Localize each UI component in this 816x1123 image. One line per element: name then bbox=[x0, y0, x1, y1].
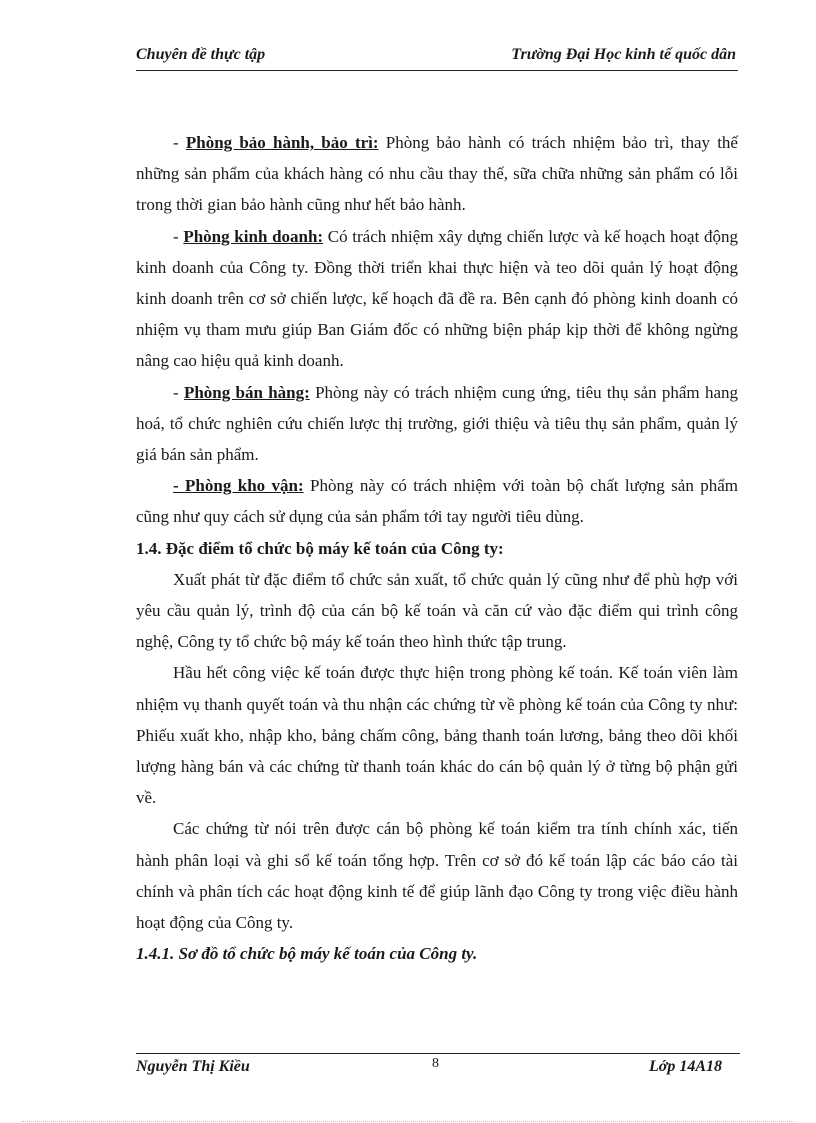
footer-author: Nguyễn Thị Kiều bbox=[136, 1058, 250, 1075]
section-paragraph: Hầu hết công việc kế toán được thực hiện trong phòng kế toán. Kế toán viên làm nhiệm vụ thanh quyết toán và thu nhận các chứng từ về phòng kế toán của Công ty như: Phiếu xuất kho, nhập kho, bảng chấm công, bảng thanh toán lương, bảng theo dõi khối lượng hàng bán và các chứng từ thanh toán khác do cán bộ quản lý ở từng bộ phận gửi về. bbox=[136, 663, 738, 808]
paragraph-text: Phòng bảo hành có trách nhiệm bảo trì, thay thế những sản phẩm của khách hàng có nhu cầu thay thế, sữa chữa những sản phẩm có lỗi trong thời gian bảo hành cũng như hết bảo hành. bbox=[136, 133, 738, 215]
footer-class: Lớp 14A18 bbox=[648, 1058, 722, 1075]
page-footer bbox=[136, 1053, 740, 1080]
section-paragraph: Xuất phát từ đặc điểm tổ chức sản xuất, tổ chức quản lý cũng như để phù hợp với yêu cầu quản lý, trình độ của cán bộ kế toán và căn cứ vào đặc điểm qui trình công nghệ, Công ty tổ chức bộ máy kế toán theo hình thức tập trung. bbox=[136, 569, 738, 652]
page-bottom-divider bbox=[22, 1121, 794, 1122]
paragraph-sales bbox=[136, 377, 738, 471]
term-warranty-dept: Phòng bảo hành, bảo trì: bbox=[185, 133, 379, 152]
paragraph-business bbox=[136, 221, 738, 377]
page-header bbox=[136, 44, 738, 71]
paragraph-lead: - bbox=[173, 382, 184, 402]
paragraph-warehouse bbox=[136, 470, 738, 532]
section-paragraph: Các chứng từ nói trên được cán bộ phòng kế toán kiểm tra tính chính xác, tiến hành phân loại và ghi sổ kế toán tổng hợp. Trên cơ sở đó kế toán lập các báo cáo tài chính và phân tích các hoạt động kinh tế để giúp lãnh đạo Công ty trong việc điều hành hoạt động của Công ty. bbox=[136, 819, 738, 933]
paragraph-lead: - bbox=[173, 133, 186, 152]
page-number: 8 bbox=[432, 1056, 439, 1071]
paragraph-text: Phòng này có trách nhiệm cung ứng, tiêu thụ sản phẩm hang hoá, tổ chức nghiên cứu chiến lược thị trường, giới thiệu và tiêu thụ sản phẩm, quản lý giá bán sản phẩm. bbox=[136, 382, 738, 465]
paragraph-lead: - bbox=[173, 226, 184, 246]
term-warehouse-dept: - Phòng kho vận: bbox=[173, 476, 304, 496]
paragraph-text: Có trách nhiệm xây dựng chiến lược và kế hoạch hoạt động kinh doanh của Công ty. Đồng thời triển khai thực hiện và teo dõi quản lý hoạt động kinh doanh trên cơ sở chiến lược, kế hoạch đã đề ra. Bên cạnh đó phòng kinh doanh có nhiệm vụ tham mưu giúp Ban Giám đốc có những biện pháp kịp thời để không ngừng nâng cao hiệu quả kinh doanh. bbox=[136, 226, 738, 371]
paragraph-warranty bbox=[136, 127, 738, 221]
header-right-title: Trường Đại Học kinh tế quốc dân bbox=[511, 46, 736, 63]
term-business-dept: Phòng kinh doanh: bbox=[183, 226, 324, 246]
section-heading: 1.4. Đặc điểm tổ chức bộ máy kế toán của Công ty: bbox=[136, 538, 504, 558]
subsection-heading: 1.4.1. Sơ đồ tổ chức bộ máy kế toán của Công ty. bbox=[136, 944, 478, 964]
header-left-title: Chuyên đề thực tập bbox=[136, 46, 266, 63]
term-sales-dept: Phòng bán hàng: bbox=[183, 382, 310, 402]
paragraph-text: Phòng này có trách nhiệm với toàn bộ chất lượng sản phẩm cũng như quy cách sử dụng của sản phẩm tới tay người tiêu dùng. bbox=[136, 476, 738, 527]
document-body bbox=[136, 127, 738, 969]
